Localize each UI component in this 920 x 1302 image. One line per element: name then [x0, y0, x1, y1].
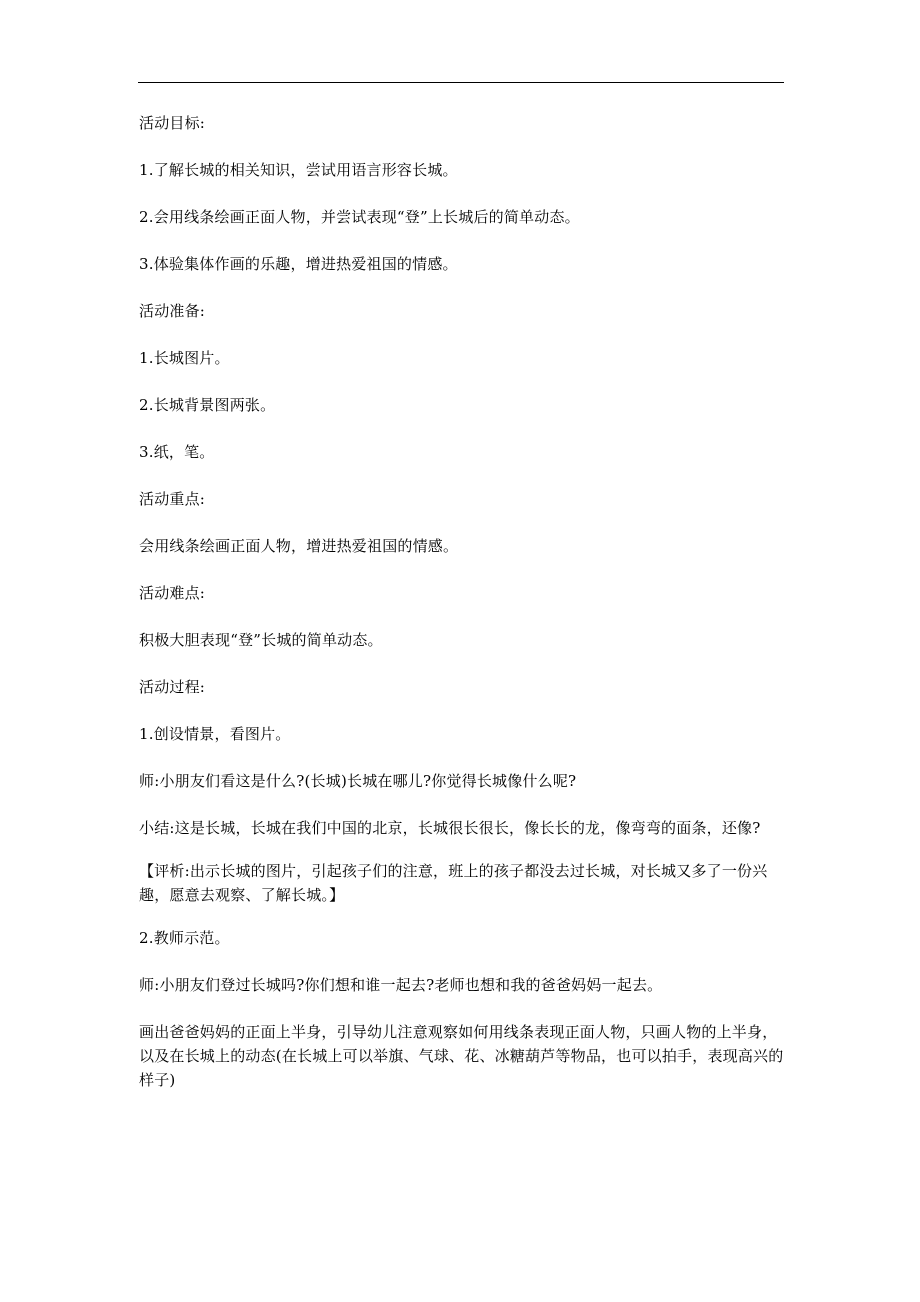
header-rule	[138, 82, 784, 83]
heading-process: 活动过程:	[139, 678, 206, 696]
process-step-1: 1.创设情景，看图片。	[139, 725, 291, 743]
commentary-text: 【评析:出示长城的图片，引起孩子们的注意，班上的孩子都没去过长城，对长城又多了一份兴趣，愿意去观察、了解长城。】	[139, 862, 768, 904]
objective-item-1: 1.了解长城的相关知识，尝试用语言形容长城。	[139, 161, 458, 179]
process-step-2: 2.教师示范。	[139, 929, 230, 947]
demonstration-text: 画出爸爸妈妈的正面上半身，引导幼儿注意观察如何用线条表现正面人物，只画人物的上半身，以及在长城上的动态(在长城上可以举旗、气球、花、冰糖葫芦等物品，也可以拍手，表现高兴的样子)	[139, 1023, 784, 1089]
teacher-question-2: 师:小朋友们登过长城吗?你们想和谁一起去?老师也想和我的爸爸妈妈一起去。	[139, 976, 663, 994]
objective-item-2: 2.会用线条绘画正面人物，并尝试表现“登”上长城后的简单动态。	[139, 208, 580, 226]
heading-objectives: 活动目标:	[139, 114, 206, 132]
key-point-text: 会用线条绘画正面人物，增进热爱祖国的情感。	[139, 537, 459, 555]
difficulty-text: 积极大胆表现“登”长城的简单动态。	[139, 631, 383, 649]
summary-text: 小结:这是长城，长城在我们中国的北京，长城很长很长，像长长的龙，像弯弯的面条，还像?	[139, 819, 761, 837]
heading-preparation: 活动准备:	[139, 302, 206, 320]
objective-item-3: 3.体验集体作画的乐趣，增进热爱祖国的情感。	[139, 255, 458, 273]
heading-difficulty: 活动难点:	[139, 584, 206, 602]
teacher-question-1: 师:小朋友们看这是什么?(长城)长城在哪儿?你觉得长城像什么呢?	[139, 772, 577, 790]
heading-key-point: 活动重点:	[139, 490, 206, 508]
preparation-item-1: 1.长城图片。	[139, 349, 230, 367]
document-body	[139, 111, 785, 1092]
preparation-item-2: 2.长城背景图两张。	[139, 396, 276, 414]
preparation-item-3: 3.纸，笔。	[139, 443, 215, 461]
